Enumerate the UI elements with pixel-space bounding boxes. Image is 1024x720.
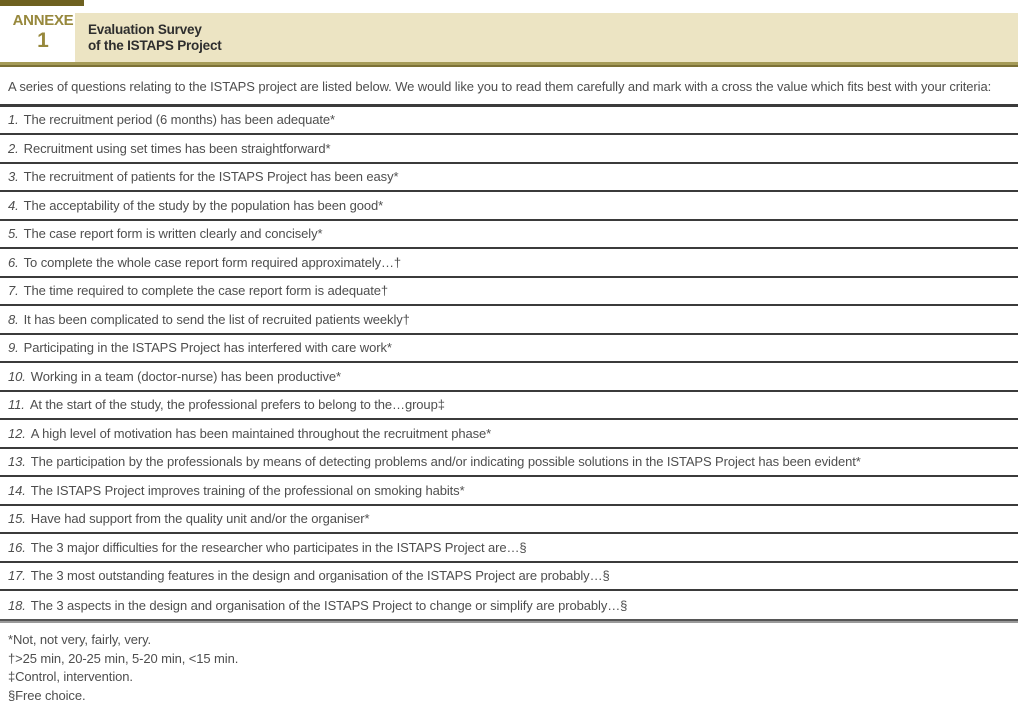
intro-text: A series of questions relating to the ISTAPS project are listed below. We would like you to read them carefully and mark with a cross the value which fits best with your criteria:	[8, 79, 992, 94]
question-text: At the start of the study, the professional prefers to belong to the…group‡	[29, 397, 445, 413]
question-number: 8.	[8, 311, 19, 327]
question-text: The ISTAPS Project improves training of the professional on smoking habits*	[30, 482, 465, 498]
table-row	[0, 506, 1018, 535]
question-text: Have had support from the quality unit and/or the organiser*	[30, 511, 370, 527]
question-text: Participating in the ISTAPS Project has interfered with care work*	[23, 340, 392, 356]
question-text: The 3 major difficulties for the researcher who participates in the ISTAPS Project are…§	[30, 539, 527, 555]
question-text: Working in a team (doctor-nurse) has been productive*	[30, 368, 342, 384]
table-row	[0, 392, 1018, 421]
table-row	[0, 107, 1018, 136]
question-number: 15.	[8, 511, 26, 527]
question-number: 10.	[8, 368, 26, 384]
question-text: The recruitment period (6 months) has been adequate*	[23, 112, 335, 128]
question-number: 12.	[8, 425, 26, 441]
annexe-label: ANNEXE	[12, 12, 74, 29]
question-text: The participation by the professionals by means of detecting problems and/or indicating possible solutions in the ISTAPS Project has been evident*	[30, 454, 861, 470]
table-row	[0, 221, 1018, 250]
header-title-line1: Evaluation Survey	[88, 22, 202, 37]
question-text: To complete the whole case report form required approximately…†	[23, 254, 402, 270]
table-row	[0, 306, 1018, 335]
table-row	[0, 164, 1018, 193]
footnote: *Not, not very, fairly, very.	[8, 632, 152, 647]
footnote: §Free choice.	[8, 687, 86, 703]
table-row	[0, 477, 1018, 506]
question-text: The 3 aspects in the design and organisation of the ISTAPS Project to change or simplify are probably…§	[30, 597, 628, 613]
question-text: Recruitment using set times has been straightforward*	[23, 140, 331, 156]
footnote: ‡Control, intervention.	[8, 669, 133, 684]
question-number: 18.	[8, 597, 26, 613]
question-number: 5.	[8, 226, 19, 242]
question-number: 2.	[8, 140, 19, 156]
header-title-line2: of the ISTAPS Project	[88, 38, 222, 53]
table-row	[0, 363, 1018, 392]
question-number: 4.	[8, 197, 19, 213]
table-row	[0, 449, 1018, 478]
question-number: 17.	[8, 568, 26, 584]
question-number: 1.	[8, 112, 19, 128]
annexe-block	[0, 12, 86, 52]
table-row	[0, 278, 1018, 307]
question-number: 7.	[8, 283, 19, 299]
question-number: 14.	[8, 482, 26, 498]
table-row	[0, 563, 1018, 592]
question-text: The 3 most outstanding features in the design and organisation of the ISTAPS Project are probably…§	[30, 568, 610, 584]
table-row	[0, 591, 1018, 619]
question-text: A high level of motivation has been maintained throughout the recruitment phase*	[30, 425, 492, 441]
annexe-number: 1	[37, 29, 49, 52]
table-row	[0, 420, 1018, 449]
table-row	[0, 335, 1018, 364]
footnotes	[0, 623, 1024, 705]
table-row	[0, 192, 1018, 221]
question-text: The time required to complete the case report form is adequate†	[23, 283, 389, 299]
header-title-box	[75, 13, 1018, 62]
question-text: The recruitment of patients for the ISTAPS Project has been easy*	[23, 169, 399, 185]
question-text: The case report form is written clearly and concisely*	[23, 226, 323, 242]
question-number: 11.	[8, 397, 25, 413]
question-number: 9.	[8, 340, 19, 356]
question-number: 16.	[8, 539, 26, 555]
question-number: 6.	[8, 254, 19, 270]
table-row	[0, 135, 1018, 164]
question-text: It has been complicated to send the list of recruited patients weekly†	[23, 311, 410, 327]
survey-table	[0, 107, 1018, 620]
table-row	[0, 249, 1018, 278]
question-number: 3.	[8, 169, 19, 185]
table-row	[0, 534, 1018, 563]
header-bottom-rule	[0, 62, 1018, 67]
footnote: †>25 min, 20-25 min, 5-20 min, <15 min.	[8, 650, 239, 666]
question-number: 13.	[8, 454, 26, 470]
annexe-header	[0, 0, 1024, 67]
question-text: The acceptability of the study by the population has been good*	[23, 197, 384, 213]
annexe-top-rule	[0, 0, 84, 6]
